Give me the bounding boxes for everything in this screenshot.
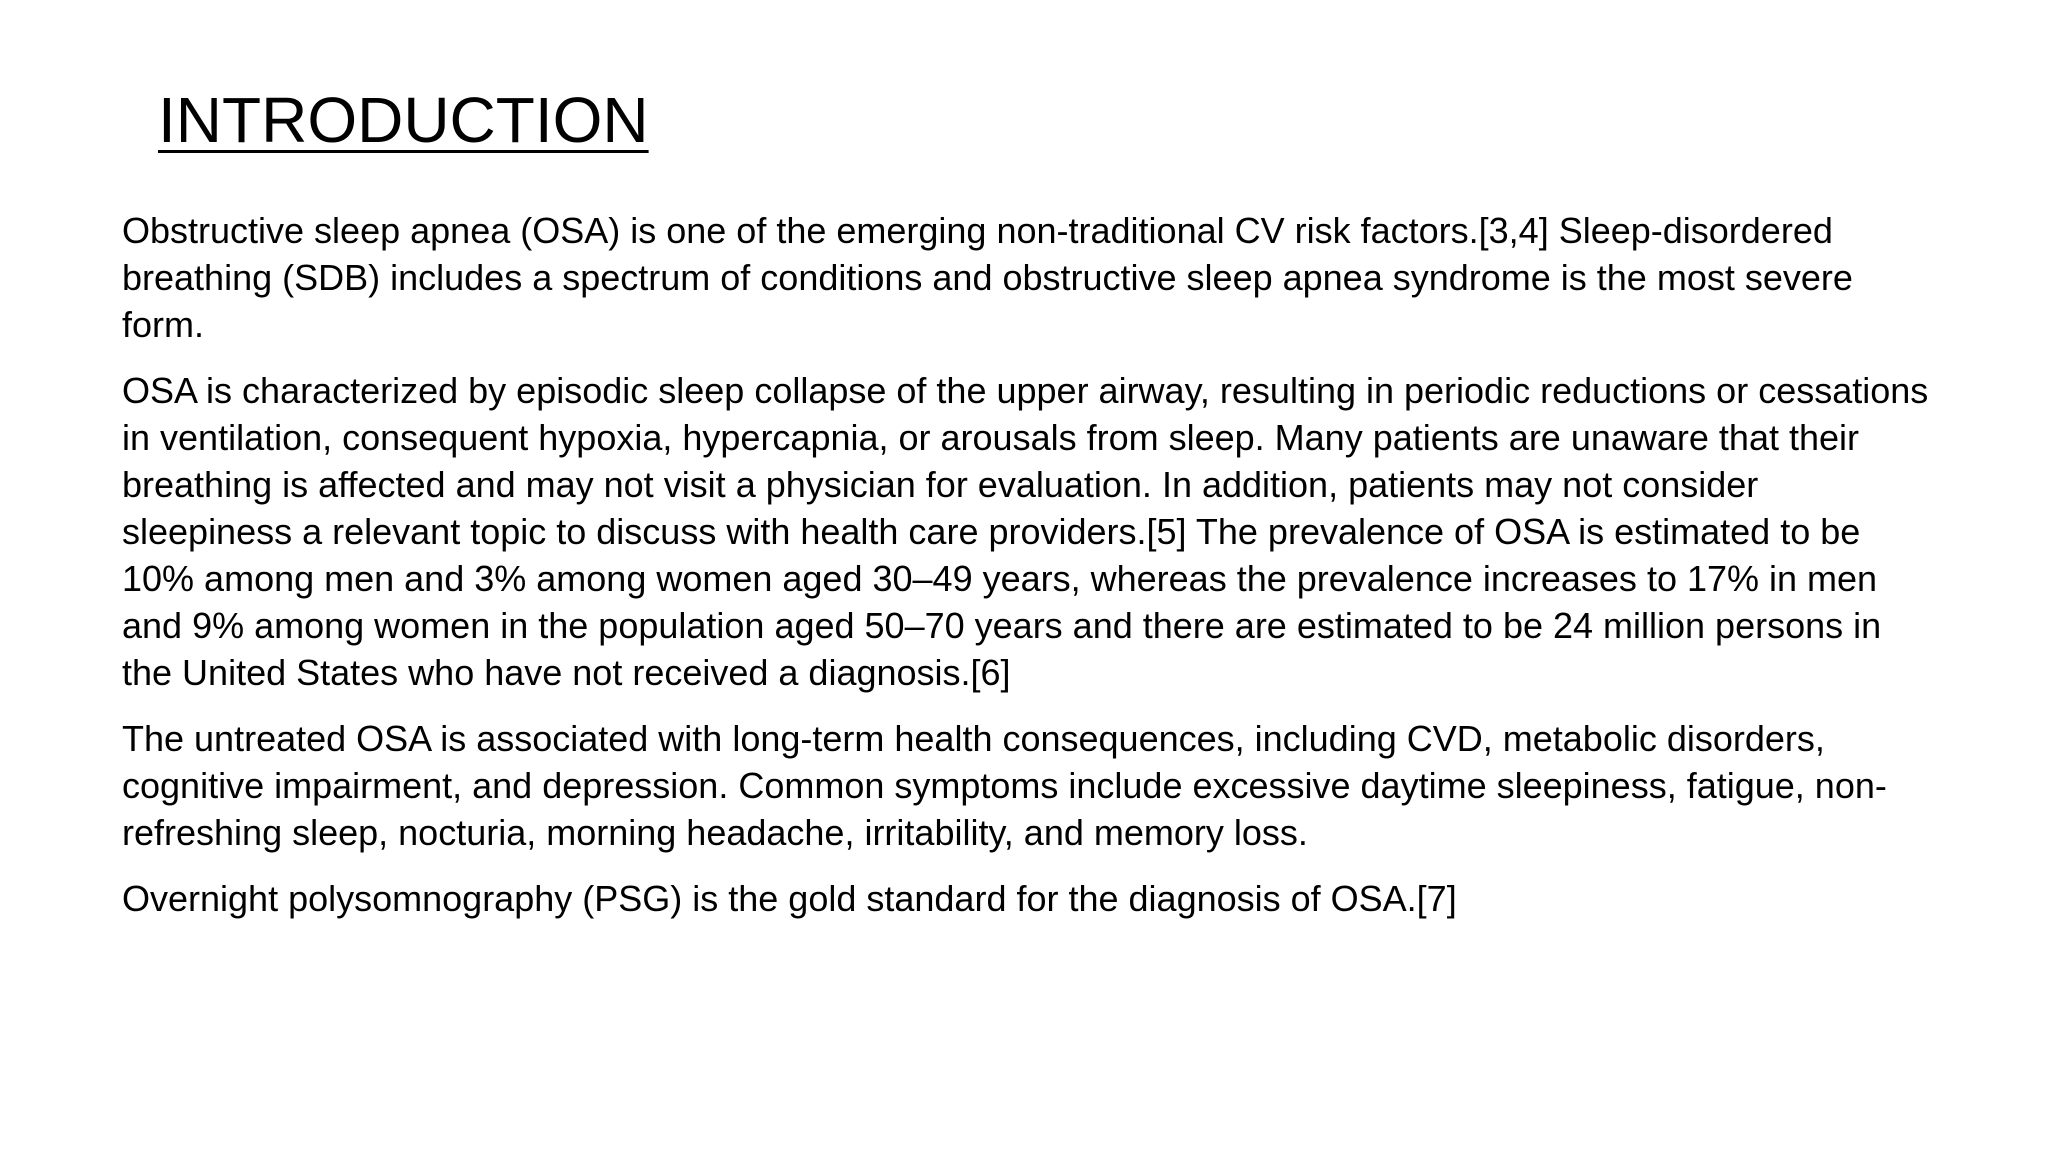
paragraph-osa-characterization: OSA is characterized by episodic sleep collapse of the upper airway, resulting in periodic reductions or cessations in ventilation, consequent hypoxia, hypercapnia, or arousals from sleep. Many patients are unaware that their breathing is affected and may not visit a physician for evaluation. In addition, patients may not consider sleepiness a relevant topic to discuss with health care providers.[5] The prevalence of OSA is estimated to be 10% among men and 3% among women aged 30–49 years, whereas the prevalence increases to 17% in men and 9% among women in the population aged 50–70 years and there are estimated to be 24 million persons in the United States who have not received a diagnosis.[6] xyxy=(122,370,1929,693)
slide-title: INTRODUCTION xyxy=(158,84,649,156)
paragraph-osa-risk-factor: Obstructive sleep apnea (OSA) is one of the emerging non-traditional CV risk factors.[3,4] Sleep-disordered breathing (SDB) includes a spectrum of conditions and obstructive sleep apnea syndrome is the most severe form. xyxy=(122,210,1853,345)
paragraph-untreated-osa: The untreated OSA is associated with long-term health consequences, including CVD, metabolic disorders, cognitive impairment, and depression. Common symptoms include excessive daytime sleepiness, fatigue, non-refreshing sleep, nocturia, morning headache, irritability, and memory loss. xyxy=(122,718,1887,853)
slide-body xyxy=(122,207,1932,941)
paragraph-psg-diagnosis: Overnight polysomnography (PSG) is the gold standard for the diagnosis of OSA.[7] xyxy=(122,878,1457,919)
